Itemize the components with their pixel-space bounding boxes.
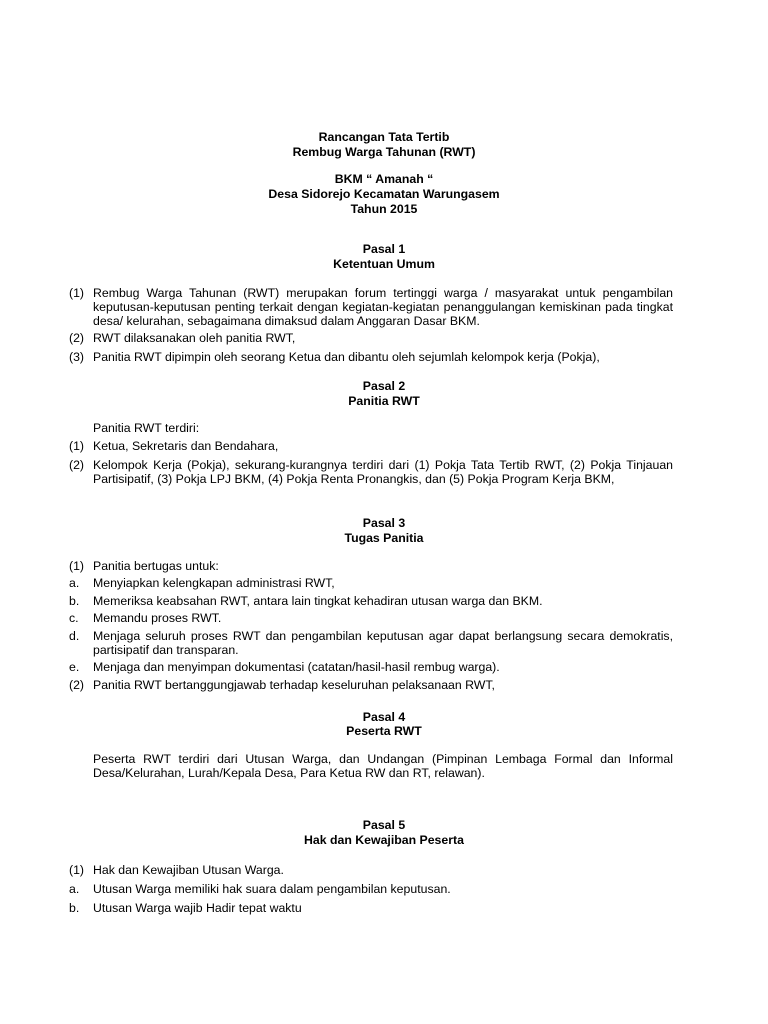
document-title-line1: Rancangan Tata Tertib bbox=[318, 130, 450, 144]
list-item-text: Hak dan Kewajiban Utusan Warga. bbox=[93, 863, 284, 877]
pasal5-heading: Pasal 5 bbox=[362, 818, 406, 832]
list-item-number: (1) bbox=[69, 559, 85, 573]
list-item-text: Utusan Warga wajib Hadir tepat waktu bbox=[93, 901, 302, 915]
list-item-number: b. bbox=[69, 901, 80, 915]
pasal1-title: Ketentuan Umum bbox=[333, 257, 435, 271]
list-item-text: RWT dilaksanakan oleh panitia RWT, bbox=[93, 331, 296, 345]
pasal4-title: Peserta RWT bbox=[346, 724, 422, 738]
list-item-text: Memandu proses RWT. bbox=[93, 611, 222, 625]
list-item-text: Panitia bertugas untuk: bbox=[93, 559, 219, 573]
document-year: Tahun 2015 bbox=[350, 202, 418, 216]
list-item-number: (3) bbox=[69, 350, 85, 364]
list-item-number: (1) bbox=[69, 286, 85, 300]
list-item-text: Kelompok Kerja (Pokja), sekurang-kurangnya terdiri dari (1) Pokja Tata Tertib RWT, (2) Pokja Tinjauan Partisipatif, (3) Pokja LPJ BKM, (4) Pokja Renta Pronangkis, dan (5) Pokja Program Kerja BKM, bbox=[93, 458, 673, 486]
list-item-text: Rembug Warga Tahunan (RWT) merupakan forum tertinggi warga / masyarakat untuk pengambilan keputusan-keputusan penting terkait dengan kegiatan-kegiatan penanggulangan kemiskinan pada tingkat desa/ kelurahan, sebagaimana dimaksud dalam Anggaran Dasar BKM. bbox=[93, 286, 673, 328]
list-item-number: a. bbox=[69, 576, 80, 590]
document-title-line2: Rembug Warga Tahunan (RWT) bbox=[292, 145, 476, 159]
pasal4-text: Peserta RWT terdiri dari Utusan Warga, dan Undangan (Pimpinan Lembaga Formal dan Informal Desa/Kelurahan, Lurah/Kepala Desa, Para Ketua RW dan RT, relawan). bbox=[93, 752, 673, 780]
pasal1-heading: Pasal 1 bbox=[362, 242, 406, 256]
list-item-number: (1) bbox=[69, 863, 85, 877]
list-item-text: Menjaga seluruh proses RWT dan pengambilan keputusan agar dapat berlangsung secara demokratis, partisipatif dan transparan. bbox=[93, 629, 673, 657]
list-item-number: (1) bbox=[69, 439, 85, 453]
pasal2-heading: Pasal 2 bbox=[362, 379, 406, 393]
pasal3-title: Tugas Panitia bbox=[344, 531, 424, 545]
pasal4-heading: Pasal 4 bbox=[362, 710, 406, 724]
list-item-number: (2) bbox=[69, 331, 85, 345]
pasal3-heading: Pasal 3 bbox=[362, 516, 406, 530]
list-item-text: Utusan Warga memiliki hak suara dalam pengambilan keputusan. bbox=[93, 882, 451, 896]
organization-name: BKM “ Amanah “ bbox=[334, 172, 434, 186]
list-item-number: d. bbox=[69, 629, 80, 643]
list-item-text: Panitia RWT bertanggungjawab terhadap keseluruhan pelaksanaan RWT, bbox=[93, 678, 495, 692]
list-item-text: Menyiapkan kelengkapan administrasi RWT, bbox=[93, 576, 335, 590]
organization-location: Desa Sidorejo Kecamatan Warungasem bbox=[268, 187, 500, 201]
list-item-number: a. bbox=[69, 882, 80, 896]
list-item-number: c. bbox=[69, 611, 79, 625]
list-item-number: b. bbox=[69, 594, 80, 608]
list-item-text: Memeriksa keabsahan RWT, antara lain tingkat kehadiran utusan warga dan BKM. bbox=[93, 594, 543, 608]
list-item-text: Panitia RWT dipimpin oleh seorang Ketua dan dibantu oleh sejumlah kelompok kerja (Pokja), bbox=[93, 350, 600, 364]
pasal2-title: Panitia RWT bbox=[348, 394, 420, 408]
pasal5-title: Hak dan Kewajiban Peserta bbox=[304, 833, 464, 847]
list-item-number: (2) bbox=[69, 458, 85, 472]
pasal2-intro: Panitia RWT terdiri: bbox=[93, 421, 200, 435]
list-item-text: Ketua, Sekretaris dan Bendahara, bbox=[93, 439, 279, 453]
list-item-text: Menjaga dan menyimpan dokumentasi (catatan/hasil-hasil rembug warga). bbox=[93, 660, 500, 674]
list-item-number: (2) bbox=[69, 678, 85, 692]
list-item-number: e. bbox=[69, 660, 80, 674]
